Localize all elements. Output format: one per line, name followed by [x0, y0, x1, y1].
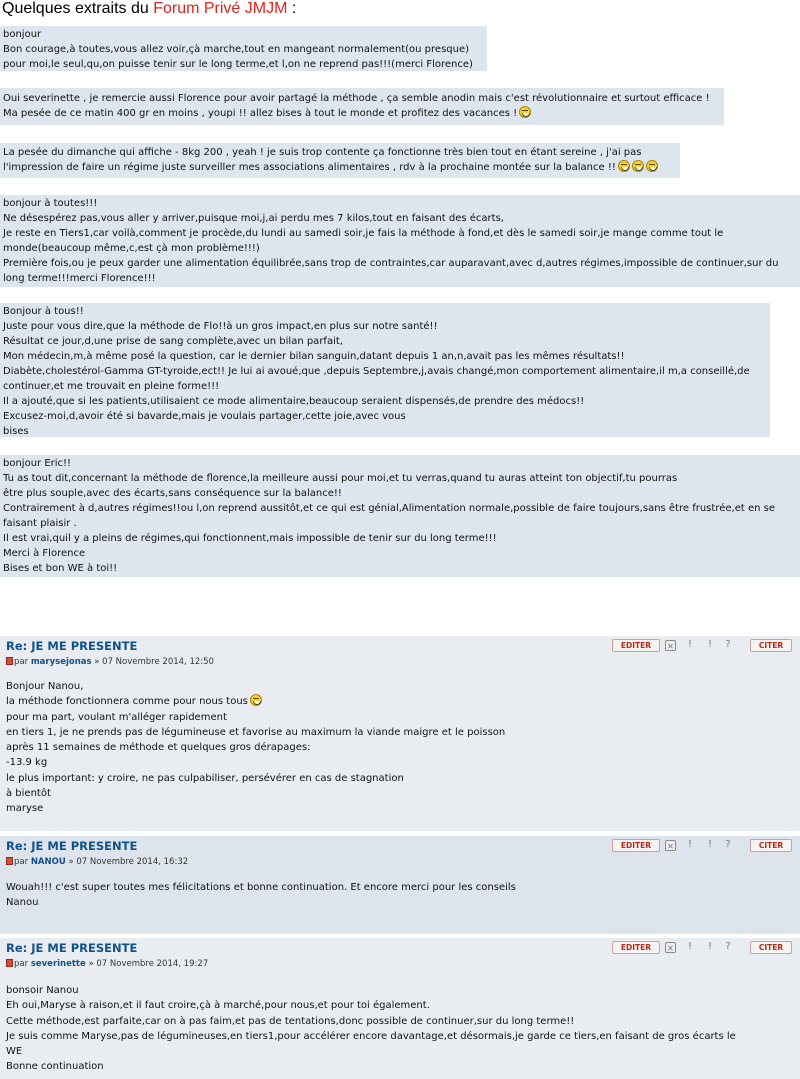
extract-line: Excusez-moi,d,avoir été si bavarde,mais je voulais partager,cette joie,avec vous	[3, 411, 406, 422]
extract-line: Merci à Florence	[3, 548, 86, 559]
report-icon[interactable]: !	[687, 639, 692, 650]
extract-line: Contrairement à d,autres régimes!!ou l,on reprend aussitôt,et ce qui est génial,Alimentation normale,possible de faire toujours,sans être frustrée,et en se	[3, 503, 775, 514]
smiley-icon	[250, 694, 262, 706]
post-toolbar	[612, 941, 800, 955]
post-line: -13.9 kg	[6, 757, 48, 769]
forum-name: Forum Privé JMJM	[153, 0, 288, 17]
extract-block	[0, 143, 680, 178]
delete-icon[interactable]: ✕	[665, 840, 676, 851]
post-date: » 07 Novembre 2014, 19:27	[88, 959, 209, 969]
post-body	[6, 880, 516, 911]
post-line: Cette méthode,est parfaite,car on à pas faim,et pas de tentations,donc possible de continuer,sur du long terme!!	[6, 1015, 575, 1027]
post-line: en tiers 1, je ne prends pas de légumineuse et favorise au maximum la viande maigre et le poisson	[6, 726, 506, 738]
edit-button[interactable]: EDITER	[612, 639, 660, 652]
post-line: maryse	[6, 803, 44, 815]
post-body	[6, 983, 736, 1075]
smiley-icon	[646, 160, 658, 172]
smiley-icon	[632, 160, 644, 172]
post-title[interactable]: Re: JE ME PRESENTE	[6, 941, 138, 955]
extract-line: Je reste en Tiers1,car voilà,comment je procède,du lundi au samedi soir,je fais la méthode à fond,et dès le samedi soir,je mange comme tout le	[3, 228, 724, 239]
warning-icon[interactable]: !	[707, 839, 712, 850]
extract-line: Juste pour vous dire,que la méthode de Flo!!à un gros impact,en plus sur notre santé!!	[3, 321, 438, 332]
post-meta	[6, 857, 188, 867]
extract-line: La pesée du dimanche qui affiche - 8kg 200 , yeah ! je suis trop contente ça fonctionne très bien tout en étant sereine , j'ai pas	[3, 147, 642, 158]
extract-line: Ne désespérez pas,vous aller y arriver,puisque moi,j,ai perdu mes 7 kilos,tout en faisant des écarts,	[3, 213, 504, 224]
post-line: Bonjour Nanou,	[6, 681, 84, 692]
delete-icon[interactable]: ✕	[665, 942, 676, 953]
post-line	[6, 694, 505, 709]
post-meta	[6, 657, 214, 667]
quote-button[interactable]: CITER	[750, 941, 792, 954]
post-title[interactable]: Re: JE ME PRESENTE	[6, 639, 138, 653]
post-line: Nanou	[6, 897, 39, 909]
extract-line: Tu as tout dit,concernant la méthode de florence,la meilleure aussi pour moi,et tu verras,quand tu auras atteint ton objectif,tu pourras	[3, 473, 678, 484]
extract-line: Bonjour à tous!!	[3, 306, 84, 317]
post-toolbar	[612, 839, 800, 853]
extract-line: long terme!!!merci Florence!!!	[3, 273, 156, 284]
post-line: Bonne continuation	[6, 1061, 104, 1073]
extract-line: faisant plaisir .	[3, 518, 77, 529]
heading-suffix: :	[287, 0, 297, 17]
quote-button[interactable]: CITER	[750, 839, 792, 852]
extract-block	[0, 26, 487, 71]
delete-icon[interactable]: ✕	[665, 640, 676, 651]
extract-line: Première fois,ou je peux garder une alimentation équilibrée,sans trop de contraintes,car auparavant,avec d,autres régimes,impossible de continuer,sur du	[3, 258, 779, 269]
extract-block	[0, 455, 800, 577]
post-line: bonsoir Nanou	[6, 985, 79, 996]
extract-line-text: Ma pesée de ce matin 400 gr en moins , youpi !! allez bises à tout le monde et profitez des vacances !	[3, 108, 518, 119]
info-icon[interactable]: ?	[725, 839, 731, 850]
extract-line	[3, 106, 721, 121]
extract-line: Il est vrai,quil y a pleins de régimes,qui fonctionnent,mais impossible de tenir sur du long terme!!!	[3, 533, 497, 544]
post-author[interactable]: severinette	[30, 959, 86, 969]
post-line-text: la méthode fonctionnera comme pour nous tous	[6, 696, 248, 708]
extract-line: bises	[3, 426, 29, 437]
post-line: le plus important: y croire, ne pas culpabiliser, persévérer en cas de stagnation	[6, 772, 404, 784]
extract-line-text: l'impression de faire un régime juste surveiller mes associations alimentaires , rdv à la prochaine montée sur la balance !!	[3, 162, 616, 173]
extract-line: Bises et bon WE à toi!!	[3, 563, 118, 574]
extract-line: Diabète,cholestérol-Gamma GT-tyroide,ect!! Je lui ai avoué,que ,depuis Septembre,j,avais changé,mon comportement alimentaire,il m,a conseillé,de	[3, 366, 750, 377]
post-line: pour ma part, voulant m'alléger rapidement	[6, 711, 227, 723]
extract-line: Bon courage,à toutes,vous allez voir,çà marche,tout en mangeant normalement(ou presque)	[3, 44, 470, 55]
post-line: Eh oui,Maryse à raison,et il faut croire,çà à marché,pour nous,et pour toi également.	[6, 1000, 430, 1012]
edit-button[interactable]: EDITER	[612, 941, 660, 954]
post-body	[6, 679, 505, 817]
quote-button[interactable]: CITER	[750, 639, 792, 652]
edit-button[interactable]: EDITER	[612, 839, 660, 852]
info-icon[interactable]: ?	[725, 941, 731, 952]
post-line: Je suis comme Maryse,pas de légumineuses,en tiers1,pour accélérer encore davantage,et désormais,je garde ce tiers,en faisant de gros écarts le	[6, 1030, 736, 1042]
smiley-icon	[618, 160, 630, 172]
extract-line: bonjour	[3, 29, 42, 40]
post-by: par	[14, 857, 29, 867]
post-meta	[6, 959, 208, 969]
extract-block	[0, 88, 724, 125]
post-author[interactable]: NANOU	[30, 857, 66, 867]
info-icon[interactable]: ?	[725, 639, 731, 650]
post-date: » 07 Novembre 2014, 12:50	[94, 657, 214, 667]
smiley-icon	[519, 106, 531, 118]
post-line: Wouah!!! c'est super toutes mes félicitations et bonne continuation. Et encore merci pour les conseils	[6, 882, 516, 893]
extract-block	[0, 195, 800, 287]
extract-block	[0, 303, 770, 437]
report-icon[interactable]: !	[687, 839, 692, 850]
extract-line: continuer,et me trouvait en pleine forme!!!	[3, 381, 220, 392]
post-toolbar	[612, 639, 800, 653]
forum-post	[0, 836, 800, 934]
post-icon	[6, 657, 13, 665]
extract-line: monde(beaucoup même,c,est çà mon problème!!!)	[3, 243, 260, 254]
extract-line: être plus souple,avec des écarts,sans conséquence sur la balance!!	[3, 488, 342, 499]
post-author[interactable]: marysejonas	[30, 657, 92, 667]
heading-prefix: Quelques extraits du	[2, 0, 154, 17]
warning-icon[interactable]: !	[707, 639, 712, 650]
extract-line: pour moi,le seul,qu,on puisse tenir sur le long terme,et l,on ne reprend pas!!!(merci Florence)	[3, 59, 473, 70]
post-by: par	[14, 959, 29, 969]
forum-post	[0, 636, 800, 831]
extract-line	[3, 160, 677, 175]
extract-line: bonjour à toutes!!!	[3, 198, 98, 209]
post-line: après 11 semaines de méthode et quelques gros dérapages:	[6, 742, 311, 754]
extract-line: Résultat ce jour,d,une prise de sang complète,avec un bilan parfait,	[3, 336, 343, 347]
extract-line: Oui severinette , je remercie aussi Florence pour avoir partagé la méthode , ça semble anodin mais c'est révolutionnaire et surtout efficace !	[3, 93, 710, 104]
warning-icon[interactable]: !	[707, 941, 712, 952]
post-icon	[6, 959, 13, 967]
report-icon[interactable]: !	[687, 941, 692, 952]
extract-line: Mon médecin,m,à même posé la question, car le dernier bilan sanguin,datant depuis 1 an,n,avait pas les mêmes résultats!!	[3, 351, 625, 362]
forum-post	[0, 938, 800, 1079]
post-line: à bientôt	[6, 788, 51, 800]
post-line: WE	[6, 1046, 23, 1058]
post-title[interactable]: Re: JE ME PRESENTE	[6, 839, 138, 853]
page-heading	[2, 0, 296, 18]
post-by: par	[14, 657, 29, 667]
extract-line: Il a ajouté,que si les patients,utilisaient ce mode alimentaire,beaucoup seraient dispensés,de prendre des médocs!!	[3, 396, 585, 407]
post-icon	[6, 857, 13, 865]
post-date: » 07 Novembre 2014, 16:32	[68, 857, 189, 867]
extract-line: bonjour Eric!!	[3, 458, 72, 469]
